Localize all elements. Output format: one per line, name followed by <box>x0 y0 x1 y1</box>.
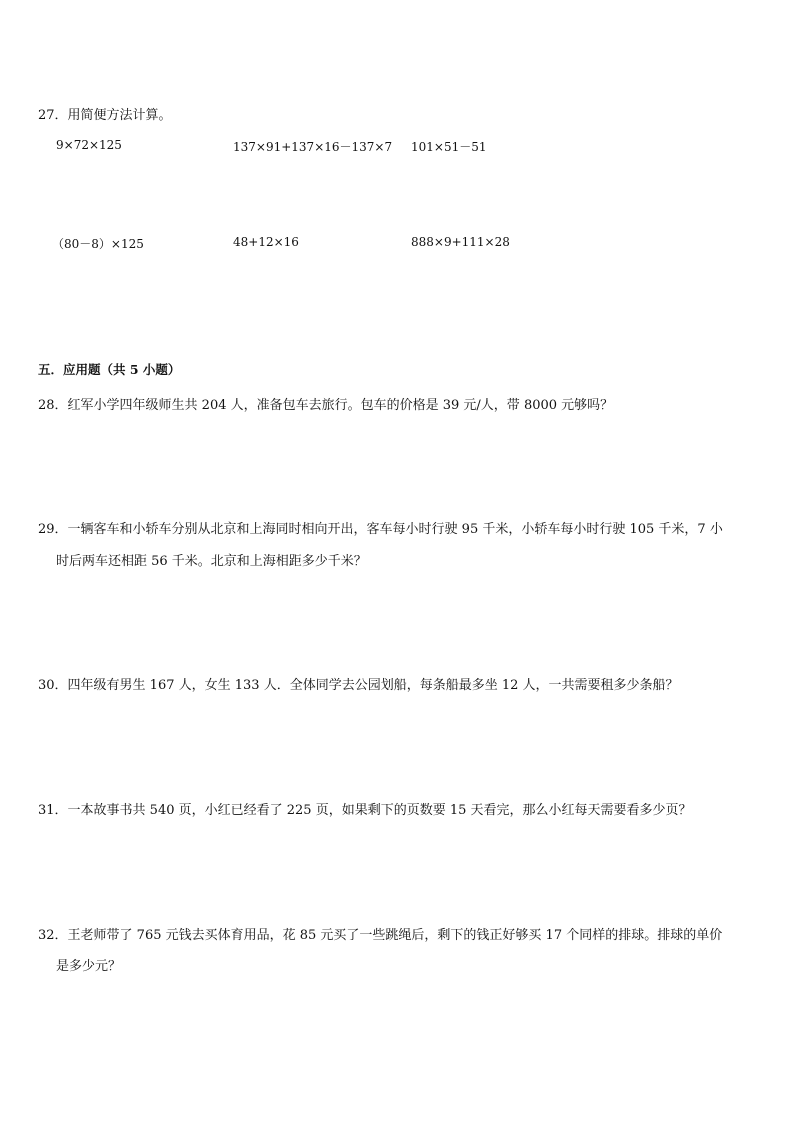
q27-expr-4: （80－8）×125 <box>52 237 144 251</box>
q27-expr-6: 888×9+111×28 <box>411 235 510 249</box>
q28-text: 28．红军小学四年级师生共 204 人，准备包车去旅行。包车的价格是 39 元/人，带 8000 元够吗？ <box>38 398 614 413</box>
q27-expr-3: 101×51－51 <box>411 140 487 154</box>
q27-expr-2: 137×91+137×16－137×7 <box>233 140 393 154</box>
q30-text: 30．四年级有男生 167 人，女生 133 人．全体同学去公园划船，每条船最多坐 12 人，一共需要租多少条船？ <box>38 678 679 693</box>
section-5-heading: 五．应用题（共 5 小题） <box>38 362 181 377</box>
q27-title: 27．用简便方法计算。 <box>38 108 172 123</box>
q29-text-line1: 29．一辆客车和小轿车分别从北京和上海同时相向开出，客车每小时行驶 95 千米，小轿车每小时行驶 105 千米，7 小 <box>38 522 723 537</box>
q31-text: 31．一本故事书共 540 页，小红已经看了 225 页，如果剩下的页数要 15 天看完，那么小红每天需要看多少页？ <box>38 803 692 818</box>
q32-text-line2: 是多少元？ <box>56 959 122 974</box>
q29-text-line2: 时后两车还相距 56 千米。北京和上海相距多少千米？ <box>56 554 367 569</box>
q32-text-line1: 32．王老师带了 765 元钱去买体育用品，花 85 元买了一些跳绳后，剩下的钱正好够买 17 个同样的排球。排球的单价 <box>38 928 723 943</box>
q27-expr-1: 9×72×125 <box>56 138 122 152</box>
q27-expr-5: 48+12×16 <box>233 235 299 249</box>
